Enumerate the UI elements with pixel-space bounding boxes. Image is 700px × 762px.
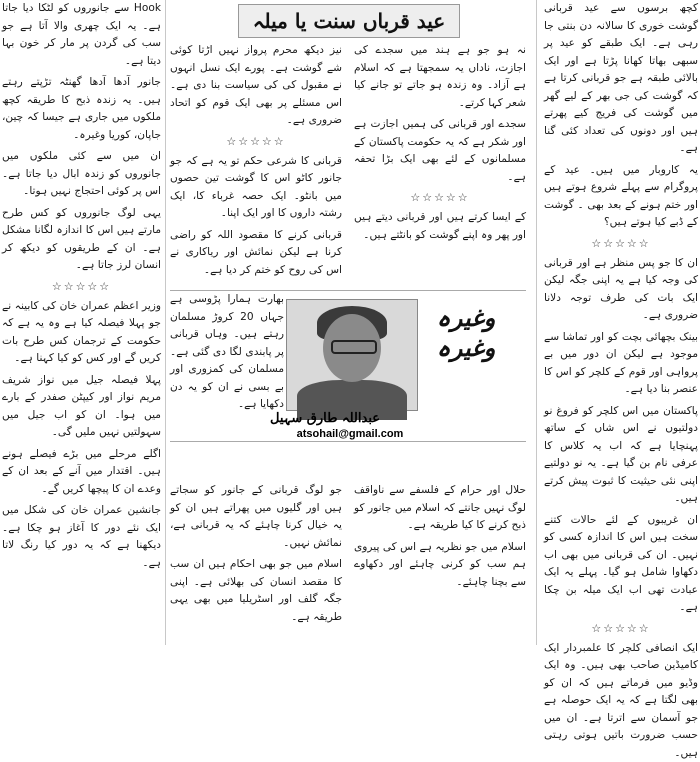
star-divider: ☆☆☆☆☆ xyxy=(542,621,700,637)
paragraph: کے ایسا کرتے ہیں اور قربانی دیتے ہیں اور پھر وہ اپنے گوشت کو بانٹتے ہیں۔ xyxy=(352,209,528,244)
column-right xyxy=(542,0,700,645)
paragraph: بینک بچھائی بچت کو اور تماشا سے موجود ہے لیکن ان دور میں بے پرواہی اور قوم کے کلچر کو اس کا عنصر بنا دیا ہے۔ xyxy=(542,329,700,399)
star-divider: ☆☆☆☆☆ xyxy=(352,190,528,206)
paragraph: وزیر اعظم عمران خان کی کابینہ نے جو پہلا فیصلہ کیا ہے وہ یہ ہے کہ حکومت کے ترجمان کس طرح بات کریں گے اور کس کو کیا کہنا ہے۔ xyxy=(0,298,163,368)
author-email: atsohail@gmail.com xyxy=(260,428,440,440)
author-photo xyxy=(286,299,418,411)
paragraph: جو لوگ قربانی کے جانور کو سجاتے ہیں اور گلیوں میں پھراتے ہیں ان کو یہ خیال کرنا چاہئے کہ یہ قربانی ہے، نمائش نہیں۔ xyxy=(168,482,344,552)
column-rule xyxy=(536,0,537,645)
paragraph: پاکستان میں اس کلچر کو فروغ نو دولتیوں نے اس شاں کے ساتھ پہنچایا ہے کہ اب یہ کلاس کا عرفی نام بن گیا ہے۔ یہ نو دولتیے اپنی نئی حیثیت کا ثبوت پیش کرتے ہیں۔ xyxy=(542,403,700,508)
byline-side-text: بھارت ہمارا پڑوسی ہے جہاں 20 کروڑ مسلمان رہتے ہیں۔ وہاں قربانی پر پابندی لگا دی گئی ہے۔ مسلمان کی کمزوری اور بے بسی نے ان کو یہ دن دکھایا ہے۔ xyxy=(170,291,284,441)
star-divider: ☆☆☆☆☆ xyxy=(168,134,344,150)
paragraph: قربانی کرنے کا مقصود اللہ کو راضی کرنا ہے لیکن نمائش اور ریاکاری نے اس کی روح کو ختم کر دیا ہے۔ xyxy=(168,227,344,280)
column-title-line: وغیرہ xyxy=(416,333,516,363)
column-byline xyxy=(170,290,526,442)
star-divider: ☆☆☆☆☆ xyxy=(542,236,700,252)
paragraph: ان کا جو پس منظر ہے اور قربانی کی وجہ کیا ہے یہ اپنی جگہ لیکن ایک بات کی طرف توجہ دلانا ضروری ہے۔ xyxy=(542,255,700,325)
paragraph: اسلام میں جو نظریہ ہے اس کی پیروی ہم سب کو کرنی چاہئے اور دکھاوے سے بچنا چاہئے۔ xyxy=(352,539,528,592)
paragraph: نیز دیکھ محرم پرواز نہیں اڑتا کوئی شے گوشت ہے۔ پورے ایک نسل انہوں نے مقبول کی کی سیاست بنا دی ہے۔ اس مسئلے پر بھی ایک قوم کو اتحاد ضروری ہے۔ xyxy=(168,42,344,130)
paragraph: یہی لوگ جانوروں کو کس طرح مارتے ہیں اس کا اندازہ لگانا مشکل ہے۔ ان کے طریقوں کو دیکھ کر انسان لرز جاتا ہے۔ xyxy=(0,205,163,275)
column-title xyxy=(416,303,516,373)
paragraph: اگلے مرحلے میں بڑے فیصلے ہونے ہیں۔ اقتدار میں آنے کے بعد ان کے وعدے ان کا پیچھا کریں گے۔ xyxy=(0,446,163,499)
lower-text xyxy=(168,482,344,630)
paragraph: جانشین عمران خان کی شکل میں ایک نئے دور کا آغاز ہو چکا ہے۔ دیکھنا ہے کہ یہ دور کیا رنگ لاتا ہے۔ xyxy=(0,502,163,572)
star-divider: ☆☆☆☆☆ xyxy=(0,279,163,295)
middle-columns xyxy=(168,42,528,645)
author-name: عبداللہ طارق سہیل xyxy=(210,411,440,426)
paragraph: ان میں سے کئی ملکوں میں جانوروں کو زندہ ابال دیا جاتا ہے۔ اس پر کوئی احتجاج نہیں ہوتا۔ xyxy=(0,148,163,201)
lower-text xyxy=(352,482,528,595)
column-left xyxy=(0,0,163,645)
paragraph: ان غریبوں کے لئے حالات کتنے سخت ہیں اس کا اندازہ کسی کو نہیں۔ ان کی قربانی میں بھی اب دکھاوا شامل ہو گیا۔ پہلے یہ ایک عبادت تھی اب ایک میلہ بن چکا ہے۔ xyxy=(542,512,700,617)
column-rule xyxy=(165,0,166,645)
paragraph: اسلام میں جو بھی احکام ہیں ان سب کا مقصد انسان کی بھلائی ہے۔ اپنی جگہ گلف اور اسٹریلیا میں بھی یہی طریقہ ہے۔ xyxy=(168,556,344,626)
column-title-line: وغیرہ xyxy=(416,303,516,333)
paragraph: Hook سے جانوروں کو لٹکا دیا جاتا ہے۔ یہ ایک چھری والا آتا ہے جو سب کی گردن پر مار کر خون بہا دیتا ہے۔ xyxy=(0,0,163,70)
paragraph: پہلا فیصلہ جیل میں نواز شریف مریم نواز اور کیپٹن صفدر کے بارے میں ہوا۔ ان کو اب جیل میں سہولتیں نہیں ملیں گی۔ xyxy=(0,372,163,442)
paragraph: جانور آدھا آدھا گھنٹہ تڑپتے رہتے ہیں۔ یہ زندہ ذبح کا طریقہ کچھ ملکوں میں جاری ہے جیسا کہ چین، جاپان، کوریا وغیرہ۔ xyxy=(0,74,163,144)
paragraph: ایک انصافی کلچر کا علمبردار ایک کامیڈین صاحب بھی ہیں۔ وہ ایک وڈیو میں فرماتے ہیں کہ ان کو بھی لگتا ہے کہ یہ ایک حوصلہ ہے جو آسمان سے اترتا ہے۔ ان میں حسب ضرورت باتیں ہوتی رہتی ہیں۔ xyxy=(542,640,700,762)
paragraph: حلال اور حرام کے فلسفے سے ناواقف لوگ نہیں جانتے کہ اسلام میں جانور کو ذبح کرنے کا کیا طریقہ ہے۔ xyxy=(352,482,528,535)
paragraph: کچھ برسوں سے عید قربانی گوشت خوری کا سالانہ دن بنتی جا رہی ہے۔ ایک طبقے کو عید پر سبھی بھاتا کھانا پڑتا ہے اور ایک بالائی طبقہ ہے جو قربانی کرتا ہے کہ گوشت کی جی بھر کے لیے گھر میں گوشت کی فریج کیے پھرتے ہیں اور دونوں کی تعداد کئی گنا ہے۔ xyxy=(542,0,700,158)
paragraph: یہ کاروبار میں ہیں۔ عید کے پروگرام سے پہلے شروع ہوتے ہیں اور ختم ہونے کے بعد بھی ۔ گوشت کے ڈبے کیا ہوتے ہیں؟ xyxy=(542,162,700,232)
paragraph: نہ ہو جو ہے ہند میں سجدے کی اجازت، ناداں یہ سمجھتا ہے کہ اسلام ہے آزاد۔ وہ زندہ ہو جاتے تو جانے کیا شعر کہا کرتے۔ xyxy=(352,42,528,112)
paragraph: قربانی کا شرعی حکم تو یہ ہے کہ جو جانور کاٹو اس کا گوشت تین حصوں میں بانٹو۔ ایک حصہ غرباء کا، ایک رشتہ داروں کا اور ایک اپنا۔ xyxy=(168,153,344,223)
middle-block xyxy=(168,0,528,645)
headline: عید قرباں سنت یا میلہ xyxy=(238,4,460,38)
paragraph: سجدے اور قربانی کی ہمیں اجازت ہے اور شکر ہے کہ یہ حکومت پاکستان کے مسلمانوں کے لئے بھی ایک بڑا تحفہ ہے۔ xyxy=(352,116,528,186)
